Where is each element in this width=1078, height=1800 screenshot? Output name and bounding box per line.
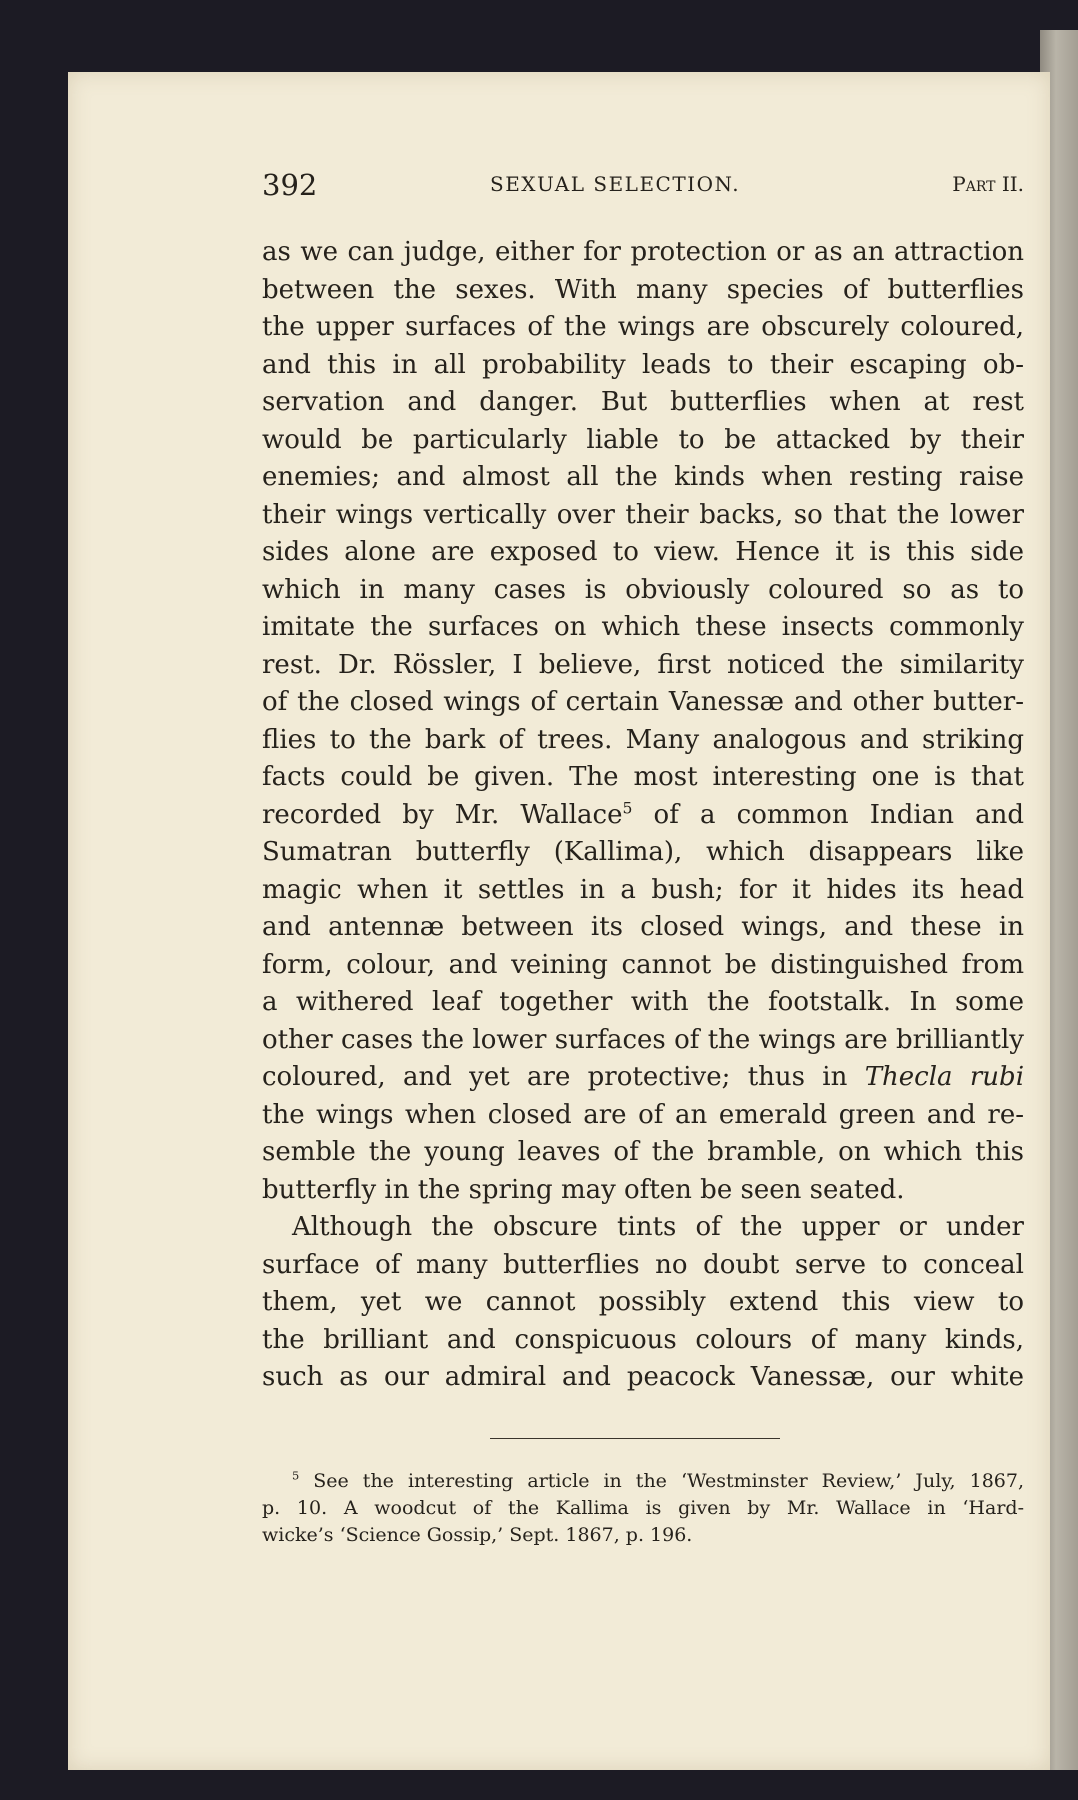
footnote-rule	[490, 1438, 780, 1439]
text-line: imitate the surfaces on which these insects commonly	[262, 612, 1024, 642]
text-line: servation and danger. But butterflies when at rest	[262, 387, 1024, 417]
text-line: semble the young leaves of the bramble, on which this	[262, 1137, 1024, 1167]
text-line: enemies; and almost all the kinds when resting raise	[262, 462, 1024, 492]
text-line: such as our admiral and peacock Vanessæ, our white	[262, 1362, 1024, 1392]
body-text	[262, 234, 1024, 1397]
wallace-text-cont: of a common Indian and	[632, 799, 1024, 830]
running-head	[262, 168, 1024, 208]
wallace-text: recorded by Mr. Wallace	[262, 799, 623, 830]
footnote-reference: 5	[622, 798, 633, 817]
text-line: which in many cases is obviously coloured so as to	[262, 574, 1024, 605]
text-line: the brilliant and conspicuous colours of many kinds,	[262, 1324, 1024, 1355]
footnote-line: p. 10. A woodcut of the Kallima is given by Mr. Wallace in ‘Hard-	[262, 1497, 1024, 1519]
part-label: Part II.	[952, 172, 1024, 196]
text-line-wallace	[262, 797, 1024, 835]
species-name: Thecla rubi	[864, 1062, 1024, 1092]
text-line: flies to the bark of trees. Many analogous and striking	[262, 724, 1024, 755]
running-title: SEXUAL SELECTION.	[490, 172, 741, 196]
text-line: other cases the lower surfaces of the wings are brilliantly	[262, 1024, 1024, 1055]
footnote	[262, 1468, 1024, 1549]
text-line: facts could be given. The most interesting one is that	[262, 762, 1024, 792]
text-line: the upper surfaces of the wings are obscurely coloured,	[262, 312, 1024, 342]
footnote-line	[262, 1468, 1024, 1495]
footnote-text: See the interesting article in the ‘Westminster Review,’ July, 1867,	[299, 1470, 1024, 1492]
text-line: rest. Dr. Rössler, I believe, first noticed the similarity	[262, 649, 1024, 680]
text-line: butterfly in the spring may often be seen seated.	[262, 1174, 905, 1205]
text-line: between the sexes. With many species of butterflies	[262, 274, 1024, 305]
text-line: magic when it settles in a bush; for it hides its head	[262, 874, 1024, 905]
text-line: Sumatran butterfly (Kallima), which disappears like	[262, 837, 1024, 867]
text-line: of the closed wings of certain Vanessæ and other butter-	[262, 687, 1024, 717]
page-number: 392	[262, 168, 318, 202]
text-line: the wings when closed are of an emerald green and re-	[262, 1099, 1024, 1130]
thecla-text: coloured, and yet are protective; thus in	[262, 1062, 865, 1092]
text-line: Although the obscure tints of the upper or under	[292, 1212, 1024, 1242]
text-line: their wings vertically over their backs, so that the lower	[262, 499, 1024, 530]
text-line: them, yet we cannot possibly extend this view to	[262, 1287, 1024, 1317]
text-line: and this in all probability leads to their escaping ob-	[262, 349, 1024, 380]
text-line: a withered leaf together with the footstalk. In some	[262, 987, 1024, 1017]
footnote-marker: 5	[292, 1468, 300, 1483]
text-line: sides alone are exposed to view. Hence it is this side	[262, 537, 1024, 567]
text-line: surface of many butterflies no doubt serve to conceal	[262, 1249, 1024, 1280]
footnote-line: wicke’s ‘Science Gossip,’ Sept. 1867, p. 196.	[262, 1524, 693, 1546]
text-line: and antennæ between its closed wings, and these in	[262, 912, 1024, 942]
text-line: form, colour, and veining cannot be distinguished from	[262, 949, 1024, 980]
text-line: would be particularly liable to be attacked by their	[262, 424, 1024, 455]
text-line: as we can judge, either for protection or as an attraction	[262, 237, 1024, 267]
text-line-thecla	[262, 1059, 1024, 1097]
